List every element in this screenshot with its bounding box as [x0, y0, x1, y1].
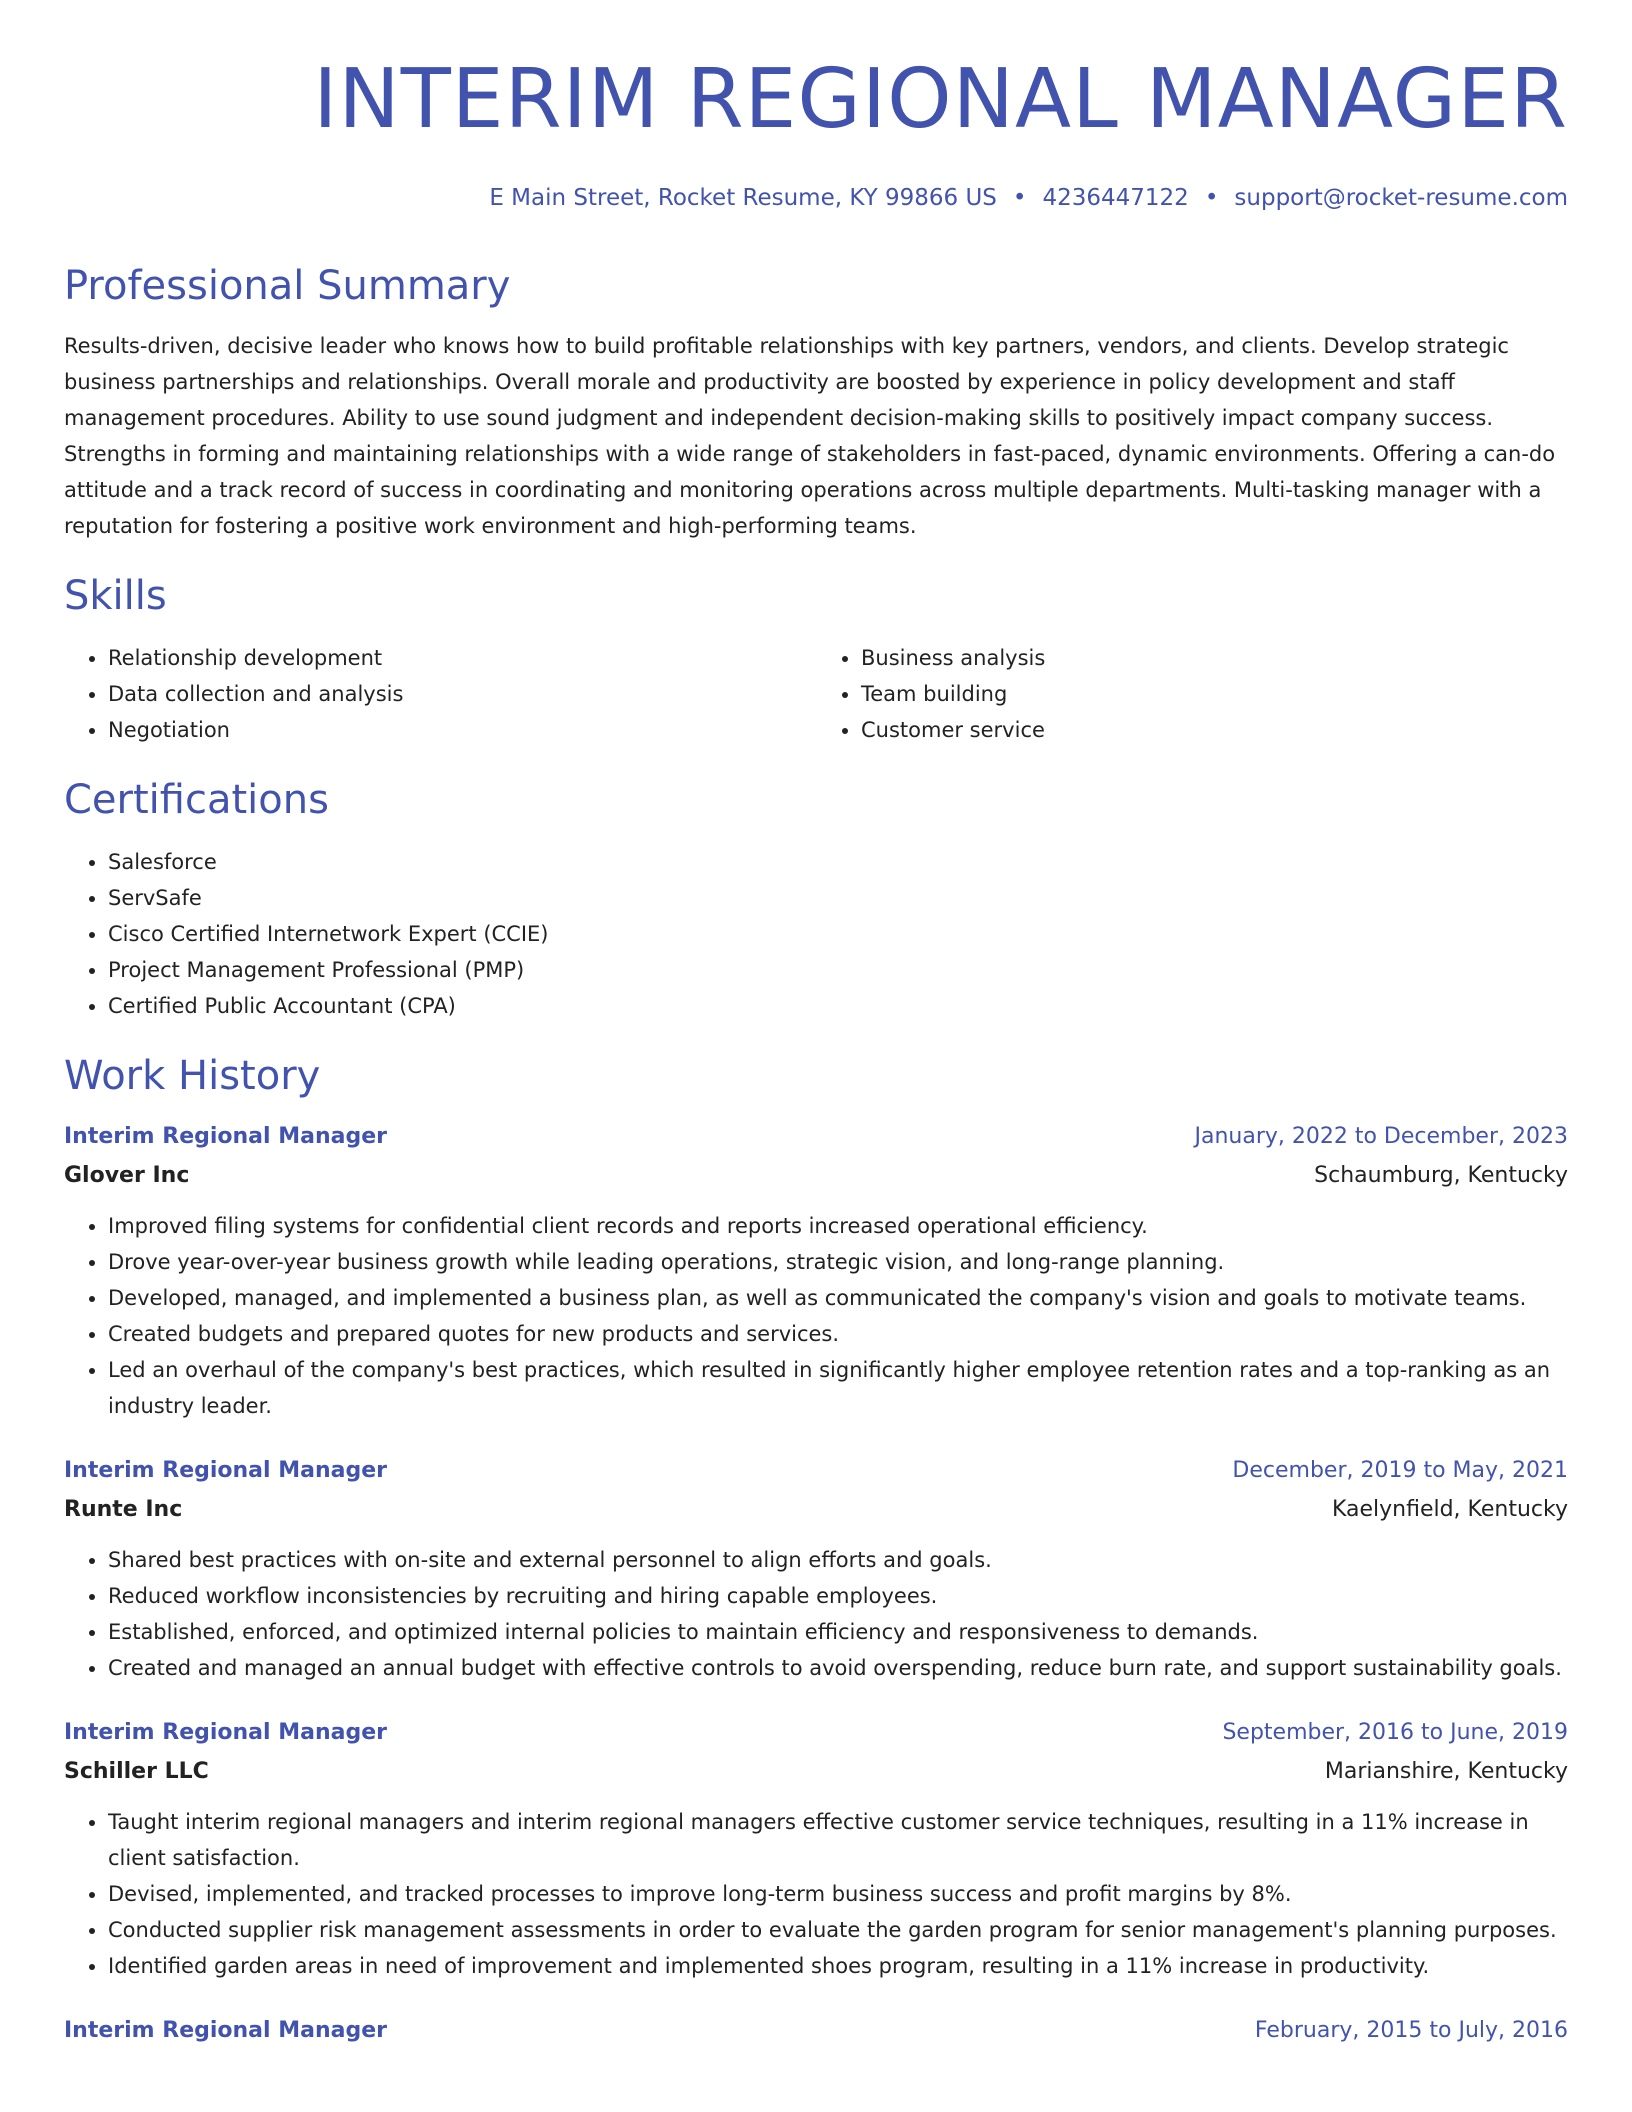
- job-bullet: • Identified garden areas in need of improvement and implemented shoes program, resulting in a 11% increase in productivity.: [108, 1948, 1568, 1984]
- job-bullets: [64, 1208, 1568, 1424]
- job-title: Interim Regional Manager: [64, 1124, 387, 1149]
- certifications-list: [64, 844, 1568, 1024]
- job-location: Schaumburg, Kentucky: [1314, 1163, 1568, 1188]
- skills-list: [64, 640, 1568, 748]
- skills-column-right: [815, 640, 1568, 748]
- job-company-row: [64, 1490, 1568, 1530]
- work-history-heading: Work History: [64, 1053, 321, 1099]
- skills-heading: Skills: [64, 573, 167, 619]
- job-bullet: • Drove year-over-year business growth while leading operations, strategic vision, and long-range planning.: [108, 1244, 1568, 1280]
- job-entry: [64, 1452, 1568, 1686]
- certifications-heading: Certifications: [64, 777, 329, 823]
- summary-text: Results-driven, decisive leader who knows how to build profitable relationships with key partners, vendors, and clients. Develop strategic business partnerships and relationships. Overall morale and productivity are boosted by experience in policy development and staff management procedures. Ability to use sound judgment and independent decision-making skills to positively impact company success. Strengths in forming and maintaining relationships with a wide range of stakeholders in fast-paced, dynamic environments. Offering a can-do attitude and a track record of success in coordinating and monitoring operations across multiple departments. Multi-tasking manager with a reputation for fostering a positive work environment and high-performing teams.: [64, 334, 1556, 538]
- job-company-row: [64, 1752, 1568, 1792]
- skill-item: • Business analysis: [861, 640, 1568, 676]
- job-title: Interim Regional Manager: [64, 1720, 387, 1745]
- job-bullet: • Improved filing systems for confidential client records and reports increased operational efficiency.: [108, 1208, 1568, 1244]
- job-bullet: • Developed, managed, and implemented a business plan, as well as communicated the company's vision and goals to motivate teams.: [108, 1280, 1568, 1316]
- skill-item: • Data collection and analysis: [108, 676, 815, 712]
- job-entry: [64, 2012, 1568, 2050]
- summary-heading: Professional Summary: [64, 263, 511, 309]
- contact-separator: •: [1012, 185, 1027, 211]
- job-company: Glover Inc: [64, 1163, 190, 1188]
- contact-line: [64, 182, 1568, 214]
- job-title: Interim Regional Manager: [64, 1458, 387, 1483]
- job-entry: [64, 1714, 1568, 1984]
- job-bullet: • Led an overhaul of the company's best practices, which resulted in significantly higher employee retention rates and a top-ranking as an industry leader.: [108, 1352, 1568, 1424]
- job-bullet: • Conducted supplier risk management assessments in order to evaluate the garden program for senior management's planning purposes.: [108, 1912, 1568, 1948]
- skills-column-left: [64, 640, 815, 748]
- certification-item: • Certified Public Accountant (CPA): [108, 988, 1568, 1024]
- job-location: Marianshire, Kentucky: [1324, 1759, 1568, 1784]
- job-company: Runte Inc: [64, 1497, 183, 1522]
- job-header-row: [64, 2012, 1568, 2050]
- certification-item: • Cisco Certified Internetwork Expert (CCIE): [108, 916, 1568, 952]
- job-bullets: [64, 1542, 1568, 1686]
- skill-item: • Customer service: [861, 712, 1568, 748]
- contact-phone: 4236447122: [1042, 185, 1189, 211]
- job-header-row: [64, 1118, 1568, 1156]
- job-header-row: [64, 1452, 1568, 1490]
- contact-email: support@rocket-resume.com: [1234, 185, 1568, 211]
- certification-item: • Project Management Professional (PMP): [108, 952, 1568, 988]
- job-header-row: [64, 1714, 1568, 1752]
- contact-address: E Main Street, Rocket Resume, KY 99866 US: [489, 185, 997, 211]
- skill-item: • Relationship development: [108, 640, 815, 676]
- job-bullet: • Created budgets and prepared quotes for new products and services.: [108, 1316, 1568, 1352]
- job-bullet: • Shared best practices with on-site and external personnel to align efforts and goals.: [108, 1542, 1568, 1578]
- job-bullets: [64, 1804, 1568, 1984]
- skill-item: • Negotiation: [108, 712, 815, 748]
- certification-item: • ServSafe: [108, 880, 1568, 916]
- skill-item: • Team building: [861, 676, 1568, 712]
- job-bullet: • Devised, implemented, and tracked processes to improve long-term business success and profit margins by 8%.: [108, 1876, 1568, 1912]
- job-bullet: • Created and managed an annual budget with effective controls to avoid overspending, reduce burn rate, and support sustainability goals.: [108, 1650, 1568, 1686]
- job-location: Kaelynfield, Kentucky: [1331, 1497, 1568, 1522]
- job-dates: January, 2022 to December, 2023: [1194, 1124, 1568, 1149]
- certification-item: • Salesforce: [108, 844, 1568, 880]
- resume-name: INTERIM REGIONAL MANAGER: [313, 52, 1568, 147]
- resume-page: [64, 50, 1568, 2050]
- job-company: Schiller LLC: [64, 1759, 209, 1784]
- job-bullet: • Established, enforced, and optimized internal policies to maintain efficiency and responsiveness to demands.: [108, 1614, 1568, 1650]
- job-company-row: [64, 1156, 1568, 1196]
- job-title: Interim Regional Manager: [64, 2018, 387, 2043]
- job-dates: February, 2015 to July, 2016: [1254, 2018, 1568, 2043]
- job-dates: December, 2019 to May, 2021: [1232, 1458, 1568, 1483]
- job-bullet: • Reduced workflow inconsistencies by recruiting and hiring capable employees.: [108, 1578, 1568, 1614]
- job-entry: [64, 1118, 1568, 1424]
- job-dates: September, 2016 to June, 2019: [1222, 1720, 1568, 1745]
- job-bullet: • Taught interim regional managers and interim regional managers effective customer service techniques, resulting in a 11% increase in client satisfaction.: [108, 1804, 1568, 1876]
- contact-separator: •: [1204, 185, 1219, 211]
